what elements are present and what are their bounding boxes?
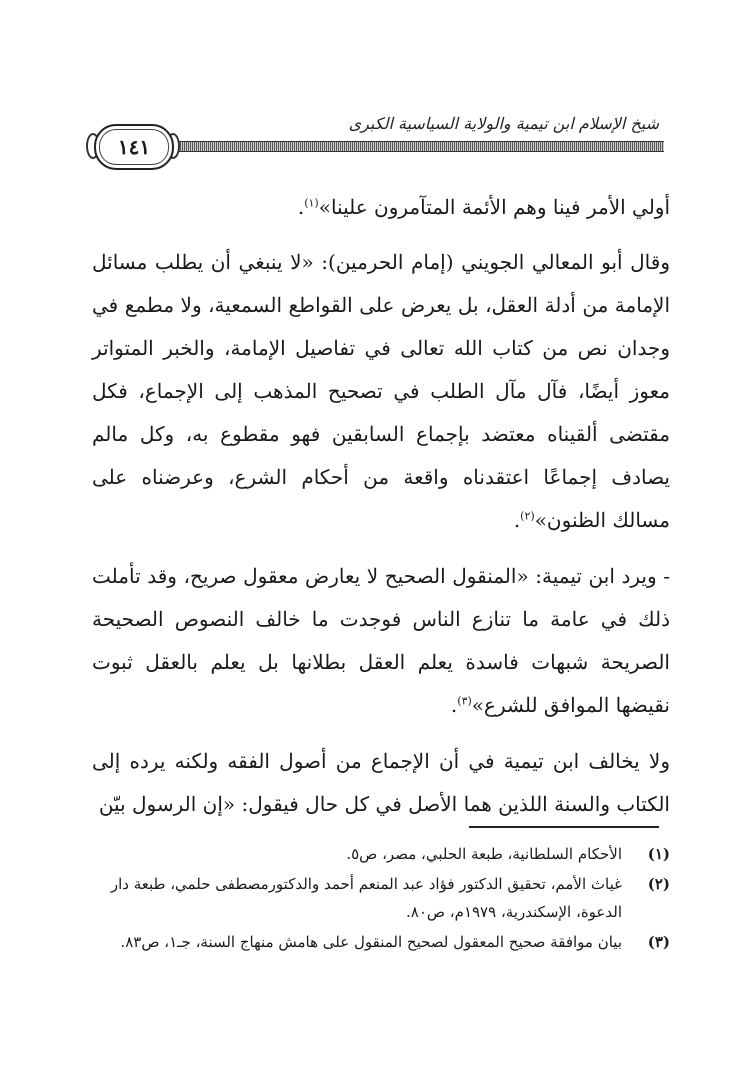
footnotes <box>92 840 670 958</box>
footnote <box>92 870 670 926</box>
footnote <box>92 840 670 868</box>
paragraph-end: . <box>513 508 521 532</box>
footnote-number: (١) <box>647 845 670 863</box>
paragraph-text: أولي الأمر فينا وهم الأئمة المتآمرون علينا» <box>318 195 670 219</box>
paragraph <box>92 555 670 727</box>
page-number-badge <box>94 124 174 170</box>
paragraph <box>92 241 670 542</box>
footnote-number: (٣) <box>647 933 670 951</box>
footnote-ref: (٣) <box>457 694 472 708</box>
page-number: ١٤١ <box>117 135 151 159</box>
paragraph <box>92 186 670 229</box>
footnote <box>92 928 670 956</box>
footnote-ref: (٢) <box>520 509 535 523</box>
footnote-number: (٢) <box>647 875 670 893</box>
footnote-text: الأحكام السلطانية، طبعة الحلبي، مصر، ص٥. <box>346 845 622 863</box>
paragraph-text: وقال أبو المعالي الجويني (إمام الحرمين): «لا ينبغي أن يطلب مسائل الإمامة من أدلة العقل، بل يعرض على القواطع السمعية، ولا مطمع في وجدان نص من كتاب الله تعالى في تفاصيل الإمامة، والخبر المتواتر معوز أيضًا، فآل مآل الطلب في تصحيح المذهب إلى الإجماع، فكل مقتضى ألقيناه معتضد بإجماع السابقين فهو مقطوع به، وكل مالم يصادف إجماعًا اعتقدناه واقعة من أحكام الشرع، وعرضناه على مسالك الظنون» <box>92 250 670 532</box>
body-text <box>92 186 670 839</box>
footnote-divider <box>469 826 659 828</box>
paragraph-end: . <box>450 693 458 717</box>
header-rule <box>172 141 664 152</box>
footnote-text: بيان موافقة صحيح المعقول لصحيح المنقول على هامش منهاج السنة، جـ١، ص٨٣. <box>120 933 622 951</box>
paragraph-text: - ويرد ابن تيمية: «المنقول الصحيح لا يعارض معقول صريح، وقد تأملت ذلك في عامة ما تنازع الناس فوجدت ما خالف النصوص الصحيحة الصريحة شبهات فاسدة يعلم العقل بطلانها بل يعلم بالعقل ثبوت نقيضها الموافق للشرع» <box>92 564 670 717</box>
running-title: شيخ الإسلام ابن تيمية والولاية السياسية الكبرى <box>348 114 659 133</box>
footnote-ref: (١) <box>304 196 319 210</box>
footnote-text: غياث الأمم، تحقيق الدكتور فؤاد عبد المنعم أحمد والدكتورمصطفى حلمي، طبعة دار الدعوة، الإسكندرية، ١٩٧٩م، ص٨٠. <box>110 875 622 921</box>
paragraph <box>92 740 670 826</box>
paragraph-text: ولا يخالف ابن تيمية في أن الإجماع من أصول الفقه ولكنه يرده إلى الكتاب والسنة اللذين هما الأصل في كل حال فيقول: «إن الرسول بيّن <box>92 749 670 816</box>
paragraph-end: . <box>297 195 305 219</box>
